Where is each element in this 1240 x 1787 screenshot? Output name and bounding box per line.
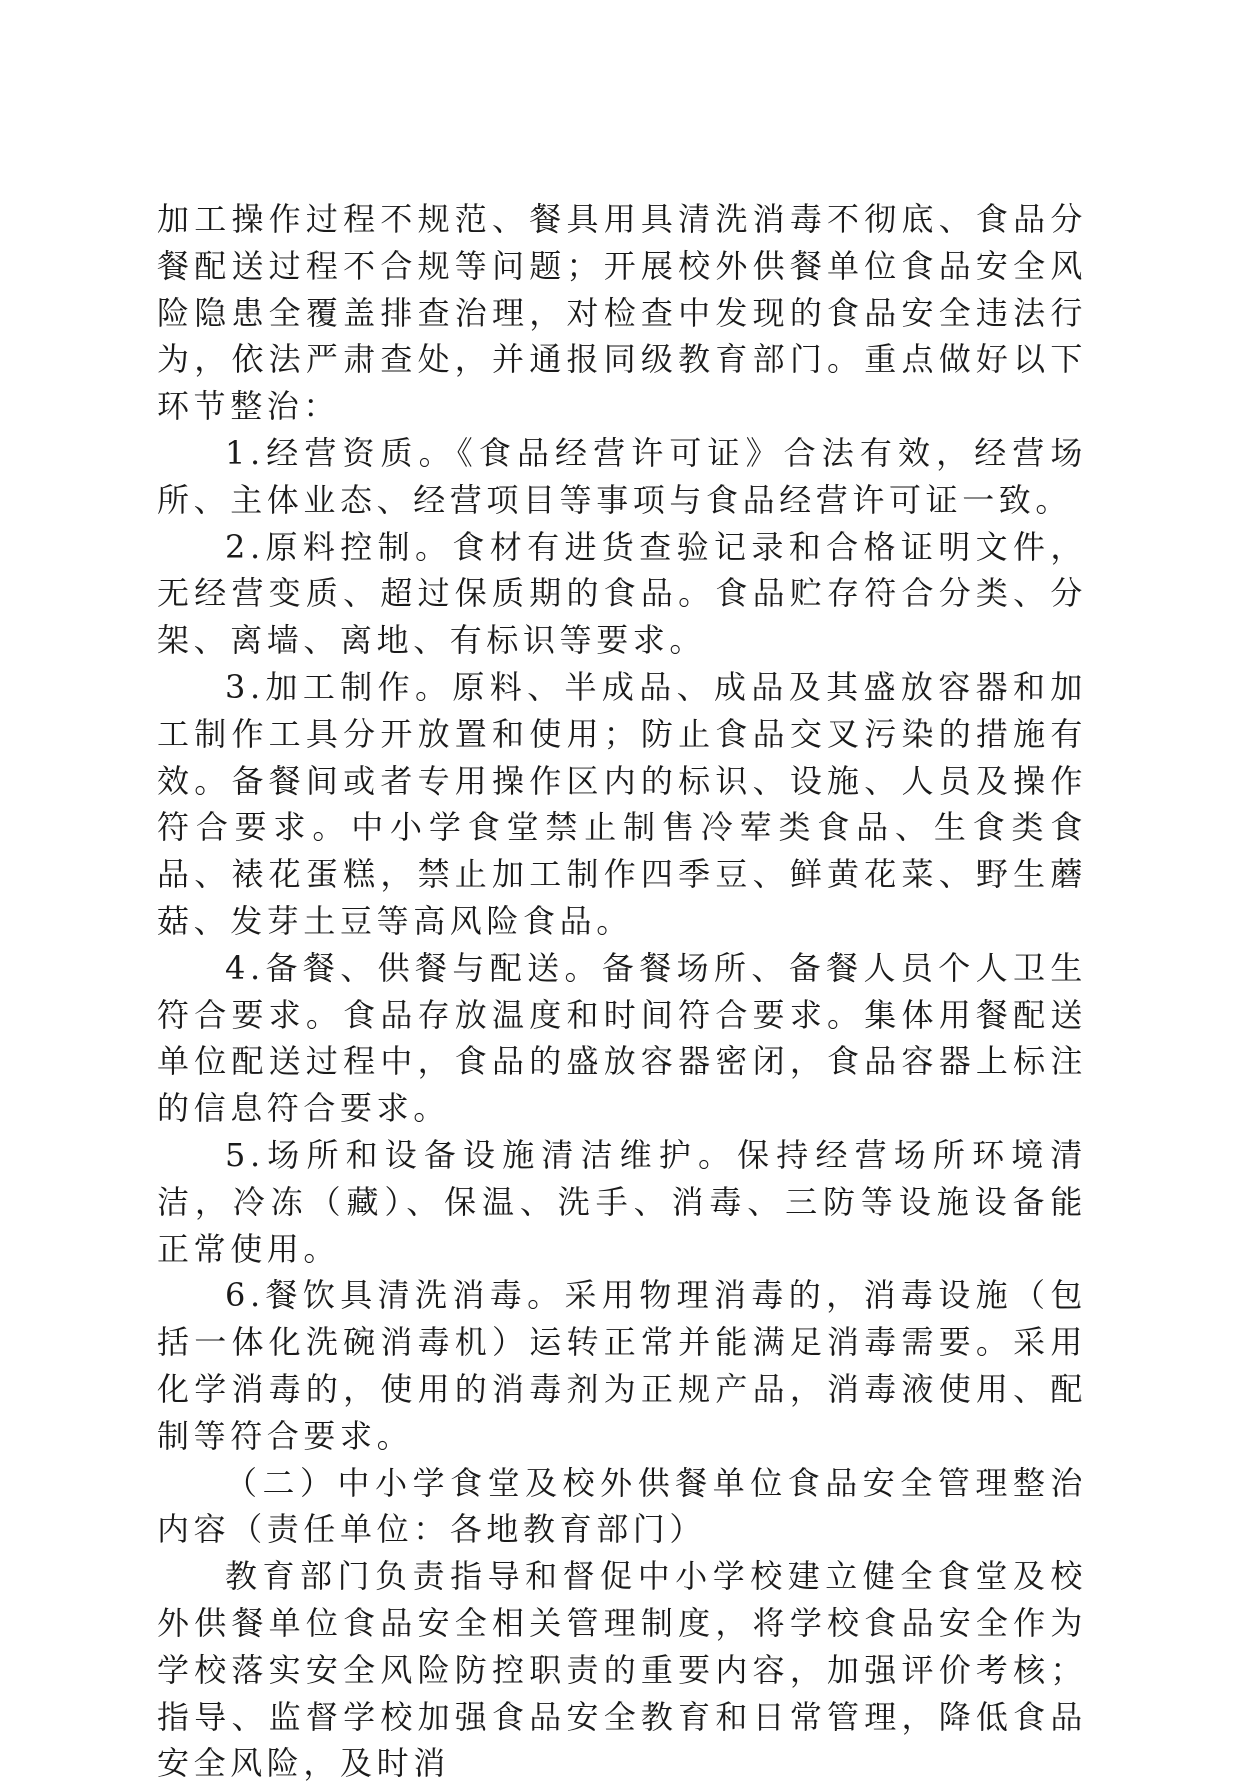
- paragraph-facility-cleaning: 5.场所和设备设施清洁维护。保持经营场所环境清洁，冷冻（藏）、保温、洗手、消毒、三防等设施设备能正常使用。: [157, 1135, 1087, 1268]
- document-page: [157, 196, 1087, 1787]
- paragraph-utensil-disinfection: 6.餐饮具清洗消毒。采用物理消毒的，消毒设施（包括一体化洗碗消毒机）运转正常并能满足消毒需要。采用化学消毒的，使用的消毒剂为正规产品，消毒液使用、配制等符合要求。: [157, 1276, 1087, 1455]
- paragraph-meal-prep-delivery: 4.备餐、供餐与配送。备餐场所、备餐人员个人卫生符合要求。食品存放温度和时间符合要求。集体用餐配送单位配送过程中，食品的盛放容器密闭，食品容器上标注的信息符合要求。: [157, 948, 1087, 1128]
- paragraph-processing: 3.加工制作。原料、半成品、成品及其盛放容器和加工制作工具分开放置和使用；防止食品交叉污染的措施有效。备餐间或者专用操作区内的标识、设施、人员及操作符合要求。中小学食堂禁止制售冷荤类食品、生食类食品、裱花蛋糕，禁止加工制作四季豆、鲜黄花菜、野生蘑菇、发芽土豆等高风险食品。: [157, 667, 1087, 940]
- paragraph-business-qualification: 1.经营资质。《食品经营许可证》合法有效，经营场所、主体业态、经营项目等事项与食品经营许可证一致。: [157, 433, 1087, 519]
- paragraph-education-department: 教育部门负责指导和督促中小学校建立健全食堂及校外供餐单位食品安全相关管理制度，将学校食品安全作为学校落实安全风险防控职责的重要内容，加强评价考核；指导、监督学校加强食品安全教育和日常管理，降低食品安全风险，及时消: [157, 1557, 1087, 1783]
- section-heading-2: （二）中小学食堂及校外供餐单位食品安全管理整治内容（责任单位：各地教育部门）: [157, 1463, 1087, 1549]
- paragraph-raw-material-control: 2.原料控制。食材有进货查验记录和合格证明文件，无经营变质、超过保质期的食品。食品贮存符合分类、分架、离墙、离地、有标识等要求。: [157, 527, 1087, 660]
- paragraph-continued: 加工操作过程不规范、餐具用具清洗消毒不彻底、食品分餐配送过程不合规等问题；开展校外供餐单位食品安全风险隐患全覆盖排查治理，对检查中发现的食品安全违法行为，依法严肃查处，并通报同级教育部门。重点做好以下环节整治：: [157, 200, 1087, 426]
